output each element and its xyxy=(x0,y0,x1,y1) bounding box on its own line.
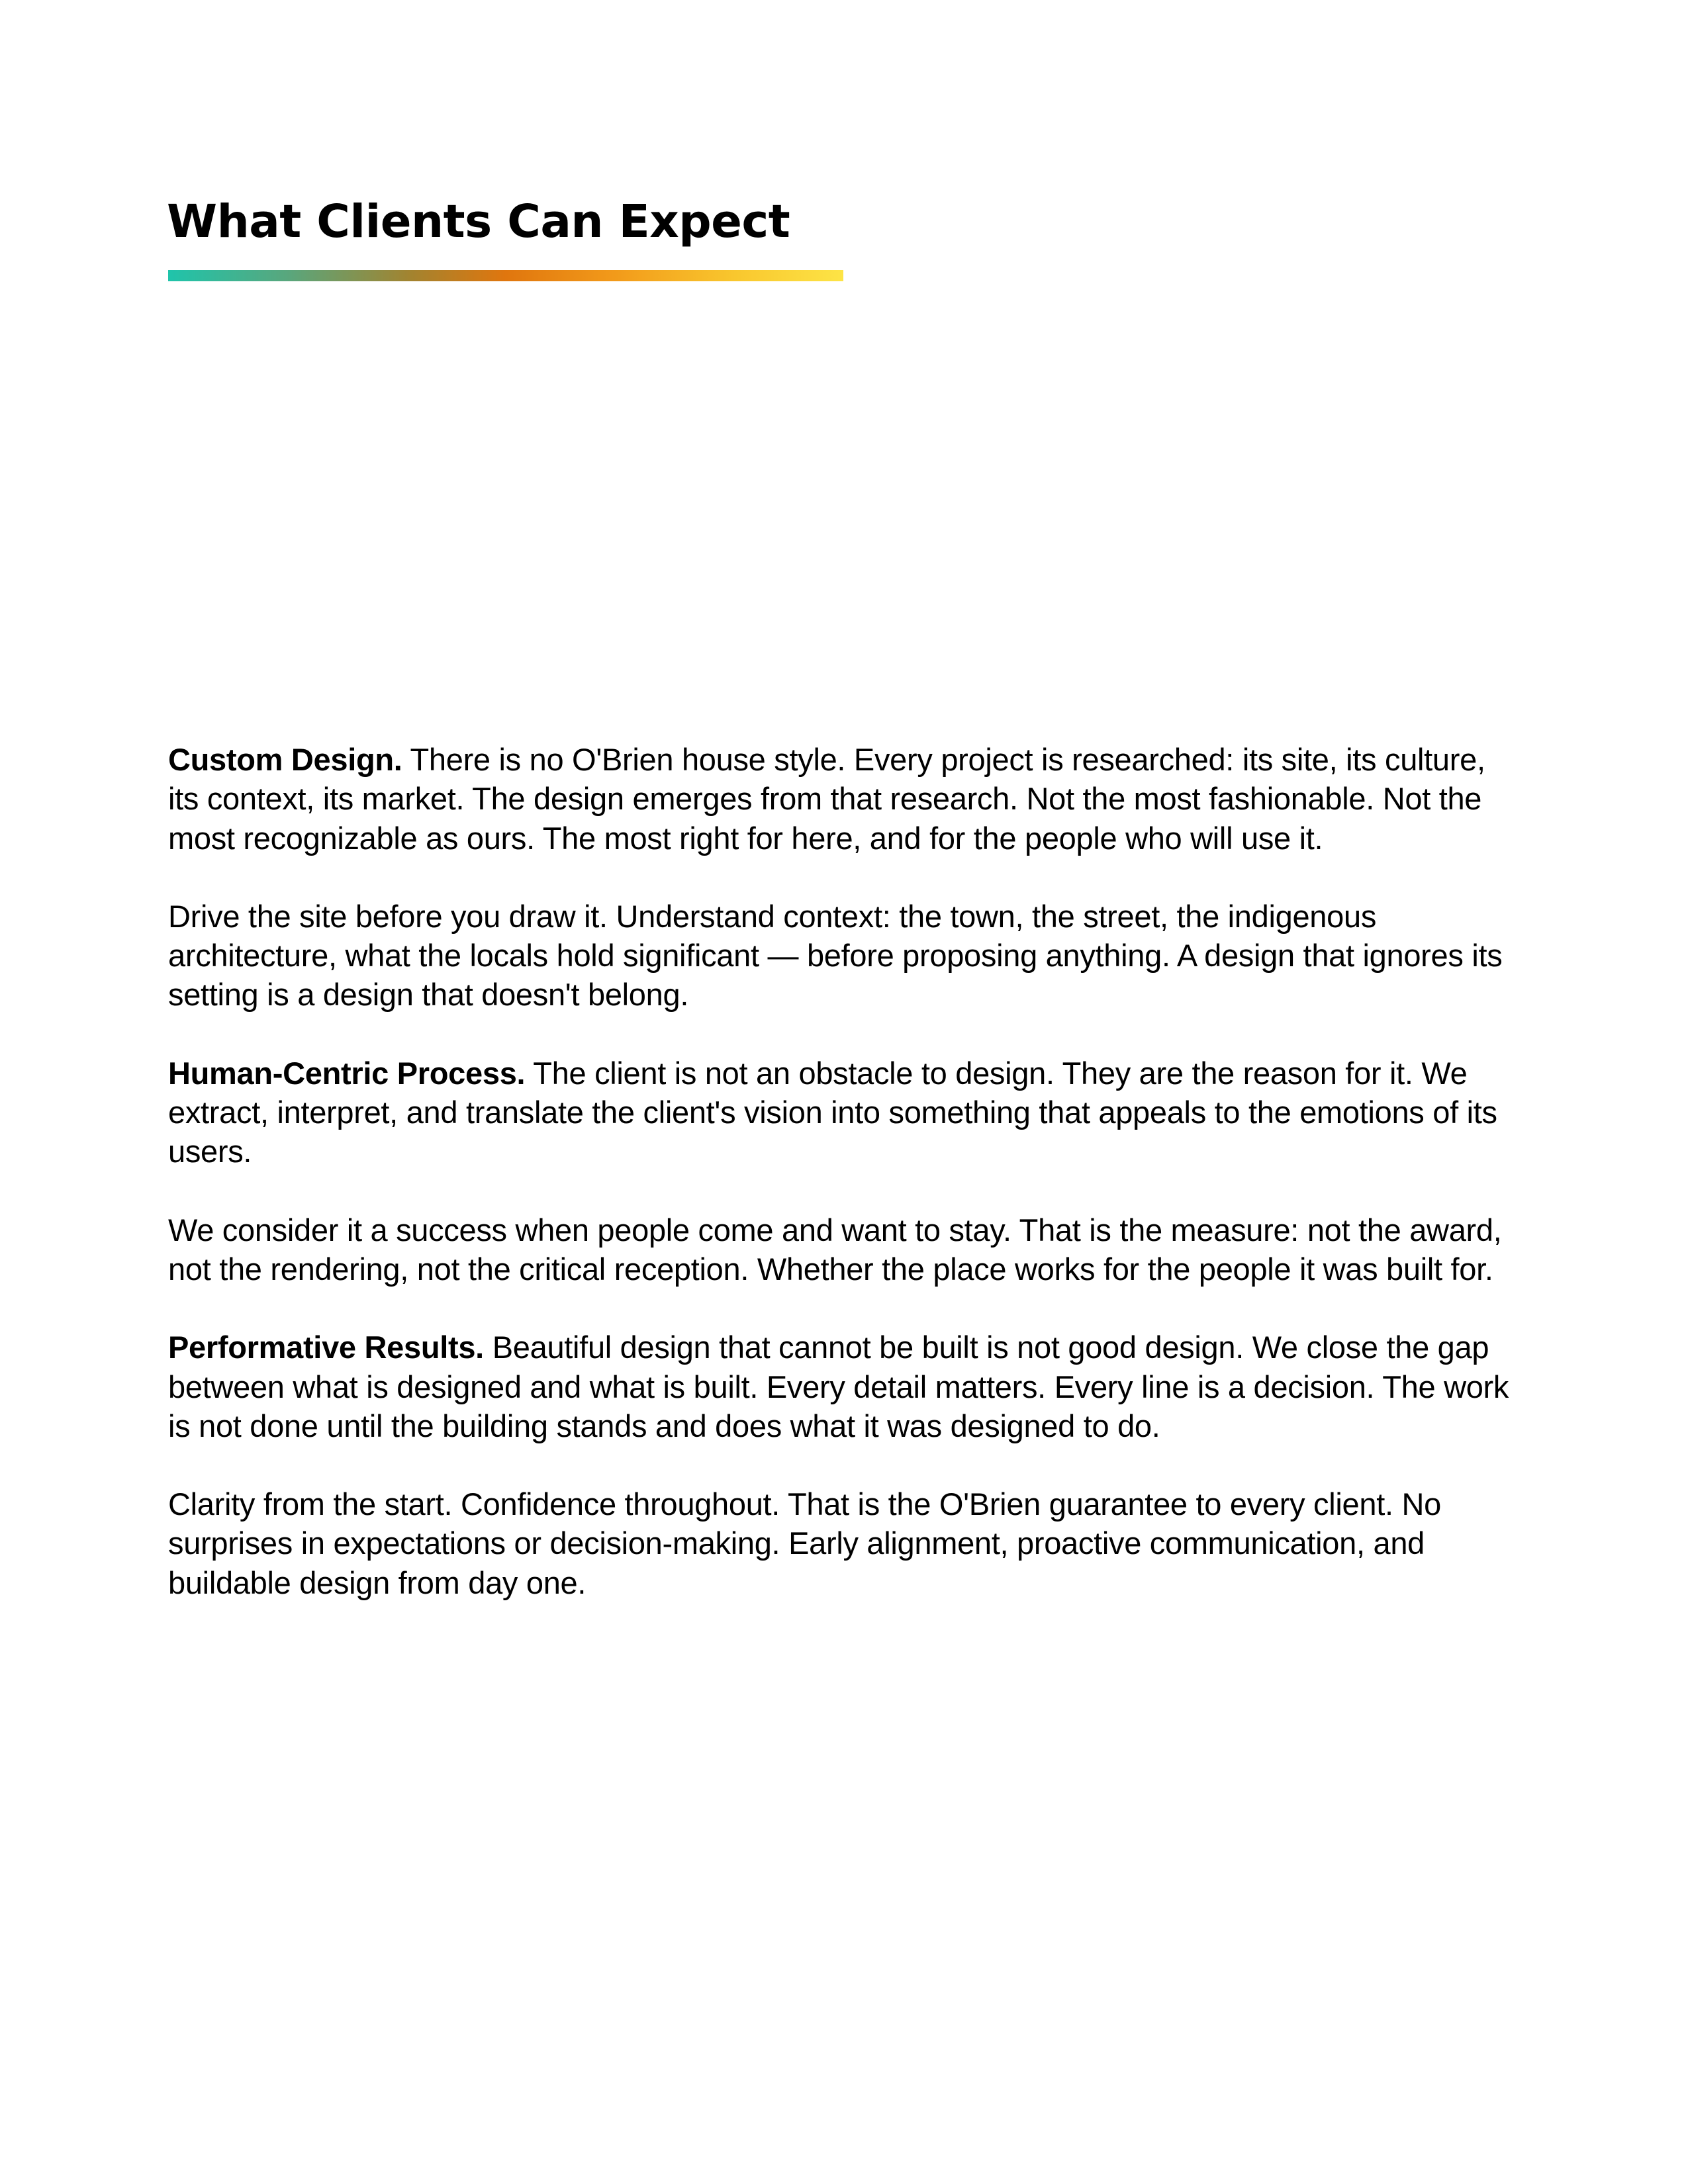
paragraph-text: The client is not an obstacle to design. They are the reason for it. We extract, interpret, and translate the client's vision into something that appeals to the emotions of its users. xyxy=(168,1055,1497,1169)
paragraph-text: There is no O'Brien house style. Every project is researched: its site, its culture, its context, its market. The design emerges from that research. Not the most fashionable. Not the most recognizable as ours. The most right for here, and for the people who will use it. xyxy=(168,742,1485,856)
paragraph-text: Clarity from the start. Confidence throughout. That is the O'Brien guarantee to every client. No surprises in expectations or decision-making. Early alignment, proactive communication, and buildable design from day one. xyxy=(168,1486,1441,1600)
paragraph-lead: Performative Results. xyxy=(168,1330,484,1365)
paragraph-success-measure xyxy=(168,1210,1519,1289)
paragraph-text: We consider it a success when people come and want to stay. That is the measure: not the award, not the rendering, not the critical reception. Whether the place works for the people it was built for. xyxy=(168,1212,1502,1287)
paragraph-lead: Custom Design. xyxy=(168,742,402,777)
paragraph-text: Beautiful design that cannot be built is not good design. We close the gap between what is designed and what is built. Every detail matters. Every line is a decision. The work is not done until the building stands and does what it was designed to do. xyxy=(168,1330,1509,1443)
paragraph-site-context xyxy=(168,897,1519,1015)
paragraph-performative-results xyxy=(168,1328,1519,1445)
page-title: What Clients Can Expect xyxy=(167,195,790,248)
body-text xyxy=(168,740,1519,1641)
paragraph-lead: Human-Centric Process. xyxy=(168,1055,526,1091)
paragraph-human-centric-process xyxy=(168,1054,1519,1171)
paragraph-custom-design xyxy=(168,740,1519,858)
paragraph-text: Drive the site before you draw it. Understand context: the town, the street, the indigenous architecture, what the locals hold significant — before proposing anything. A design that ignores its setting is a design that doesn't belong. xyxy=(168,898,1503,1013)
paragraph-guarantee xyxy=(168,1484,1519,1602)
title-gradient-rule xyxy=(168,270,843,281)
